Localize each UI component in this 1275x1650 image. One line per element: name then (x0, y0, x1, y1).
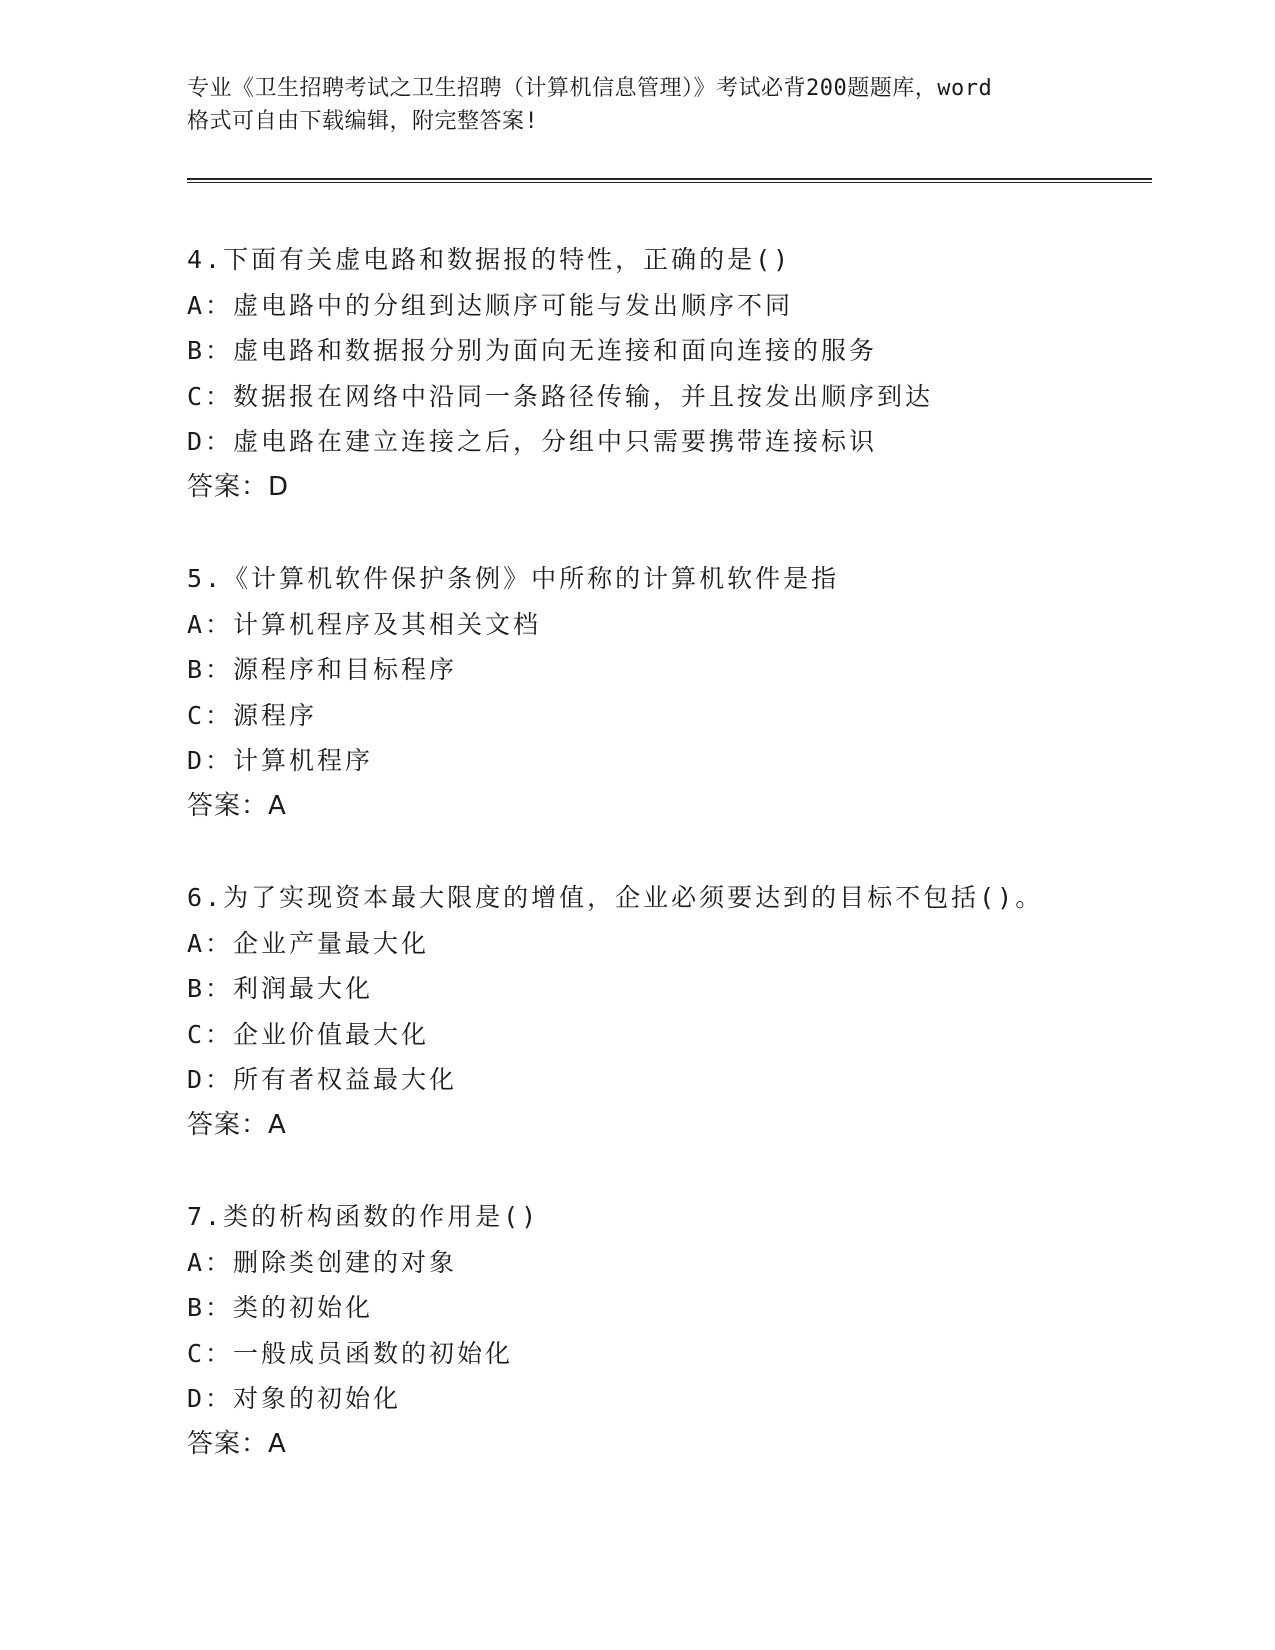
question-list (187, 237, 1147, 1513)
option-d: D：计算机程序 (187, 746, 374, 775)
option-a: A：计算机程序及其相关文档 (187, 609, 542, 639)
question-4 (187, 237, 1147, 510)
header-line-1: 专业《卫生招聘考试之卫生招聘（计算机信息管理）》考试必背200题题库，word (187, 76, 993, 101)
option-d: D：虚电路在建立连接之后，分组中只需要携带连接标识 (187, 427, 878, 456)
option-b: B：源程序和目标程序 (187, 655, 458, 684)
option-c: C：企业价值最大化 (187, 1019, 430, 1049)
question-5 (187, 556, 1147, 829)
question-6 (187, 875, 1147, 1148)
option-d: D：所有者权益最大化 (187, 1065, 458, 1094)
answer-line: 答案：A (187, 1428, 287, 1459)
option-c: C：数据报在网络中沿同一条路径传输，并且按发出顺序到达 (187, 381, 934, 411)
question-stem: 7.类的析构函数的作用是() (187, 1202, 540, 1231)
question-stem: 4.下面有关虚电路和数据报的特性，正确的是() (187, 245, 792, 274)
answer-line: 答案：A (187, 790, 287, 821)
option-a: A：企业产量最大化 (187, 928, 430, 958)
header-line-2: 格式可自由下载编辑，附完整答案! (187, 109, 539, 134)
option-a: A：删除类创建的对象 (187, 1247, 458, 1277)
option-d: D：对象的初始化 (187, 1384, 402, 1413)
option-c: C：源程序 (187, 700, 318, 730)
question-7 (187, 1194, 1147, 1467)
question-stem: 6.为了实现资本最大限度的增值，企业必须要达到的目标不包括()。 (187, 883, 1044, 912)
option-c: C：一般成员函数的初始化 (187, 1338, 514, 1368)
option-a: A：虚电路中的分组到达顺序可能与发出顺序不同 (187, 290, 794, 320)
header-divider (187, 178, 1152, 183)
option-b: B：虚电路和数据报分别为面向无连接和面向连接的服务 (187, 336, 878, 365)
answer-line: 答案：A (187, 1109, 287, 1140)
answer-line: 答案：D (187, 471, 290, 502)
option-b: B：类的初始化 (187, 1293, 374, 1322)
option-b: B：利润最大化 (187, 974, 374, 1003)
question-stem: 5.《计算机软件保护条例》中所称的计算机软件是指 (187, 564, 840, 593)
document-header (187, 72, 1087, 138)
